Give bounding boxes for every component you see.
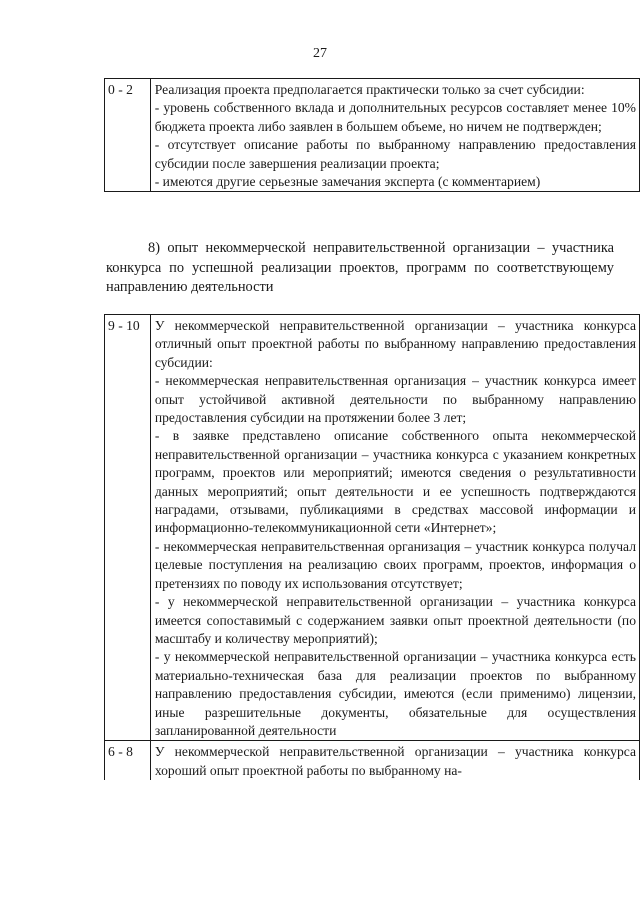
criteria-text-cell [150,79,639,192]
criteria-line: - некоммерческая неправительственная организация – участник конкурса получал целевые поступления на реализацию своих программ, проектов, информация о претензиях по поводу их использования отсутствует; [154,538,636,591]
table-row [105,315,640,741]
criteria-text-cell [150,315,639,741]
criteria-table-2 [104,314,640,780]
criteria-table-1 [104,78,640,192]
section-heading: 8) опыт некоммерческой неправительственной организации – участника конкурса по успешной реализации проектов, программ по соответствующему направлению деятельности [106,240,614,296]
criteria-line: - некоммерческая неправительственная организация – участник конкурса имеет опыт устойчивой активной деятельности по выбранному направлению предоставления субсидии на протяжении более 3 лет; [154,373,636,426]
table-row [105,79,640,192]
score-cell: 0 - 2 [105,79,151,192]
criteria-line: У некоммерческой неправительственной организации – участника конкурса хороший опыт проектной работы по выбранному на- [154,744,636,778]
criteria-line: - уровень собственного вклада и дополнительных ресурсов составляет менее 10% бюджета проекта либо заявлен в большем объеме, но ничем не подтвержден; [154,100,636,134]
criteria-line: У некоммерческой неправительственной организации – участника конкурса отличный опыт проектной работы по выбранному направлению предоставления субсидии: [154,318,636,370]
criteria-line: Реализация проекта предполагается практически только за счет субсидии: [154,82,585,97]
score-cell: 6 - 8 [105,741,151,780]
criteria-line: - у некоммерческой неправительственной организации – участника конкурса имеется сопоставимый с содержанием заявки опыт проектной деятельности (по масштабу и количеству мероприятий); [154,594,636,646]
score-cell: 9 - 10 [105,315,151,741]
criteria-line: - в заявке представлено описание собственного опыта некоммерческой неправительственной организации – участника конкурса с указанием конкретных программ, проектов или мероприятий; имеются сведения о результативности данных мероприятий; опыт деятельности и ее успешность подтверждаются наградами, отзывами, публикациями в средствах массовой информации и информационно-телекоммуникационной сети «Интернет»; [154,428,636,536]
table-row [105,741,640,780]
page-number: 27 [313,46,327,61]
criteria-line: - у некоммерческой неправительственной организации – участника конкурса есть материально-техническая база для реализации проектов по выбранному направлению предоставления субсидии, имеются (если применимо) лицензии, иные разрешительные документы, обязательные для осуществления запланированной деятельности [154,649,636,738]
criteria-line: - имеются другие серьезные замечания эксперта (с комментарием) [154,174,541,190]
criteria-line: - отсутствует описание работы по выбранному направлению предоставления субсидии после завершения реализации проекта; [154,137,636,171]
criteria-text-cell [150,741,639,780]
